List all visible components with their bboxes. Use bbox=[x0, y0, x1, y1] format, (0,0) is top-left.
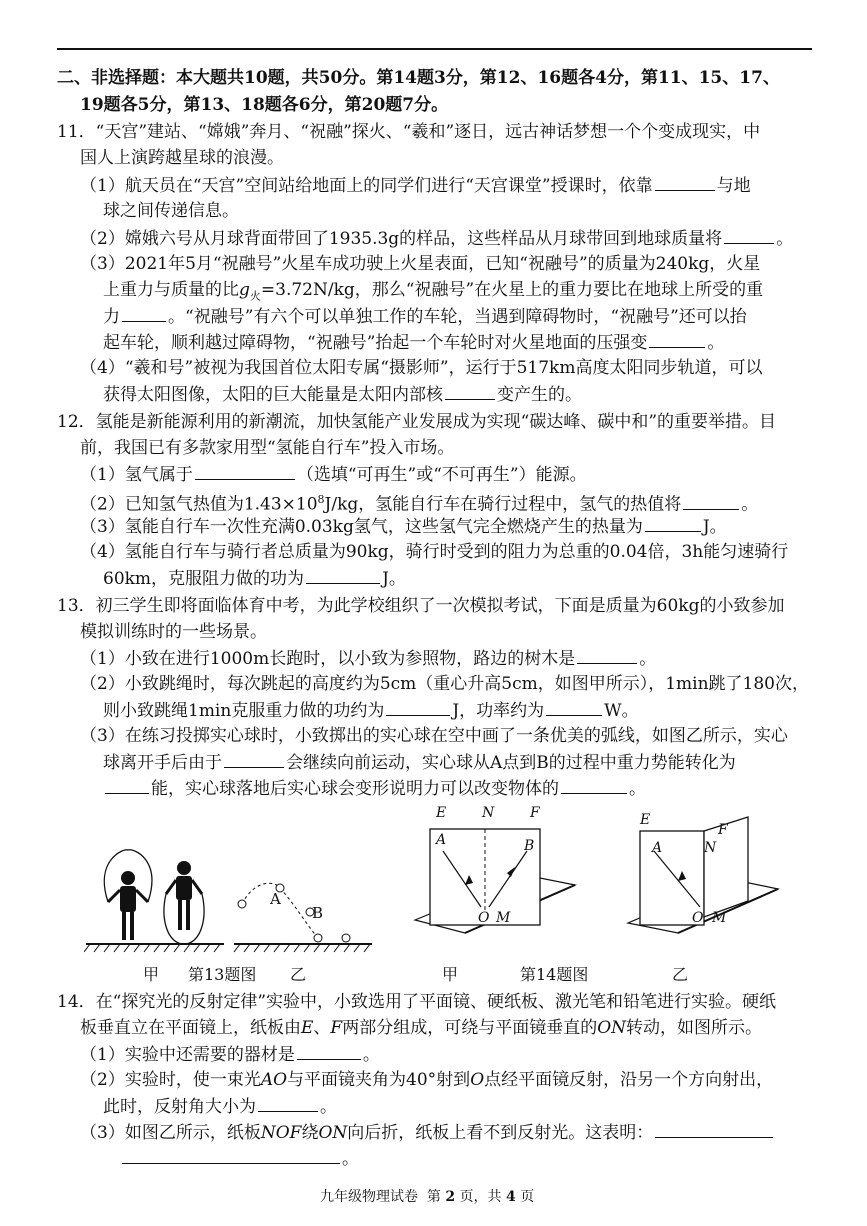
q11-stem-line1: 11．“天宫”建站、“嫦娥”奔月、“祝融”探火、“羲和”逐日，远古神话梦想一个个变成现实，中 bbox=[57, 122, 761, 142]
q12-stem-line1: 12．氢能是新能源利用的新潮流，加快氢能产业发展成为实现“碳达峰、碳中和”的重要举措。目 bbox=[57, 412, 777, 432]
q12-part1: （1）氢气属于 （选填“可再生”或“不可再生”）能源。 bbox=[80, 462, 587, 487]
page-footer: 九年级物理试卷 第 2 页，共 4 页 bbox=[320, 1189, 535, 1205]
q13-part3-blank2[interactable] bbox=[105, 776, 149, 794]
fig14-label-yi: 乙 bbox=[672, 965, 689, 984]
q14-part1: （1）实验中还需要的器材是 。 bbox=[80, 1042, 380, 1067]
q13-part1: （1）小致在进行1000m长跑时，以小致为参照物，路边的树木是 。 bbox=[80, 646, 656, 671]
q12-part4-line2: 60km，克服阻力做的功为 J。 bbox=[103, 566, 406, 591]
q14-part3-line2: 。 bbox=[120, 1146, 359, 1171]
fig13-point-b: B bbox=[312, 904, 324, 922]
q11-part2-blank[interactable] bbox=[724, 226, 774, 244]
q11-part1-line2: 球之间传递信息。 bbox=[103, 201, 239, 221]
q13-part2-line1: （2）小致跳绳时，每次跳起的高度约为5cm（重心升高5cm，如图甲所示），1min跳了180次， bbox=[80, 674, 809, 694]
fig14-jia-A: A bbox=[436, 832, 447, 848]
q12-part2-blank[interactable] bbox=[683, 492, 739, 510]
q11-part2: （2）嫦娥六号从月球背面带回了1935.3g的样品，这些样品从月球带回到地球质量将 。 bbox=[80, 226, 793, 251]
figure-14-jia bbox=[395, 815, 580, 955]
q14-part2-blank[interactable] bbox=[258, 1094, 318, 1112]
fig14-jia-O: O bbox=[478, 910, 490, 926]
q14-part1-blank[interactable] bbox=[297, 1042, 361, 1060]
fig14-yi-F: F bbox=[718, 822, 728, 838]
q11-part3-line3: 力 。“祝融号”有六个可以单独工作的车轮，当遇到障碍物时，“祝融号”还可以抬 bbox=[103, 304, 747, 329]
q11-part3-blank1[interactable] bbox=[122, 304, 166, 322]
q11-part4-blank[interactable] bbox=[445, 382, 495, 400]
fig14-label-jia: 甲 bbox=[442, 965, 459, 984]
q14-part3-line1: （3）如图乙所示，纸板NOF绕ON向后折，纸板上看不到反射光。这表明： bbox=[80, 1120, 775, 1145]
q13-part3-line3: 能，实心球落地后实心球会变形说明力可以改变物体的 。 bbox=[103, 776, 646, 801]
q12-part3: （3）氢能自行车一次性充满0.03kg氢气，这些氢气完全燃烧产生的热量为 J。 bbox=[80, 514, 727, 539]
fig14-yi-A: A bbox=[652, 840, 663, 856]
q11-part3-line4: 起车轮，顺利越过障碍物，“祝融号”抬起一个车轮时对火星地面的压强变 。 bbox=[103, 330, 724, 355]
jumper-figure-1 bbox=[104, 850, 152, 940]
q13-part2-blank2[interactable] bbox=[546, 698, 602, 716]
ball-trajectory bbox=[238, 883, 350, 942]
q14-part2-line1: （2）实验时，使一束光AO与平面镜夹角为40°射到O点经平面镜反射，沿另一个方向射出， bbox=[80, 1070, 774, 1090]
q12-part4-blank[interactable] bbox=[306, 566, 380, 584]
fig14-yi-O: O bbox=[692, 910, 704, 926]
section-heading-line2: 19题各5分，第13、18题各6分，第20题7分。 bbox=[80, 95, 449, 115]
q12-part2: （2）已知氢气热值为$1.43\times 10^8J/kg$，氢能自行车在骑行过程中，氢气的热值将 。 bbox=[80, 493, 759, 515]
q11-part3-blank2[interactable] bbox=[649, 330, 705, 348]
figure-13-illustration bbox=[84, 840, 384, 960]
footer-total-pages: 4 bbox=[506, 1189, 516, 1205]
top-rule bbox=[57, 48, 812, 50]
q14-part3-blank2[interactable] bbox=[122, 1146, 340, 1164]
q13-part1-blank[interactable] bbox=[577, 646, 637, 664]
jumper-figure-2 bbox=[164, 861, 204, 944]
q12-part3-blank[interactable] bbox=[645, 514, 701, 532]
q13-part3-blank1[interactable] bbox=[224, 750, 284, 768]
fig14-yi-M: M bbox=[712, 910, 727, 926]
q11-stem-line2: 国人上演跨越星球的浪漫。 bbox=[80, 148, 284, 168]
fig14-jia-M: M bbox=[496, 910, 511, 926]
fig14-jia-N: N bbox=[482, 805, 495, 821]
fig14-jia-F: F bbox=[530, 805, 540, 821]
q13-part2-blank1[interactable] bbox=[386, 698, 450, 716]
q14-part3-blank1[interactable] bbox=[655, 1120, 773, 1138]
q11-part3-line1: （3）2021年5月“祝融号”火星车成功驶上火星表面，已知“祝融号”的质量为240kg，火星 bbox=[80, 254, 761, 274]
q13-part3-line2: 球离开手后由于 会继续向前运动，实心球从A点到B的过程中重力势能转化为 bbox=[103, 750, 736, 775]
fig13-label-jia: 甲 bbox=[143, 965, 160, 984]
q13-part2-line2: 则小致跳绳1min克服重力做的功约为 J，功率约为 W。 bbox=[103, 698, 639, 723]
fig14-jia-B: B bbox=[524, 838, 535, 854]
fig13-label-yi: 乙 bbox=[290, 965, 307, 984]
q11-part3-line2: 上重力与质量的比$g_火=3.72N/kg$，那么“祝融号”在火星上的重力要比在地球上所受的重 bbox=[103, 280, 764, 303]
q13-part3-blank3[interactable] bbox=[561, 776, 627, 794]
q11-part1-line1: （1）航天员在“天宫”空间站给地面上的同学们进行“天宫课堂”授课时，依靠 与地 bbox=[80, 173, 751, 198]
q12-part1-blank[interactable] bbox=[195, 462, 295, 480]
fig14-yi-N: N bbox=[704, 840, 717, 856]
section-heading-line1: 二、非选择题：本大题共10题，共50分。第14题3分，第12、16题各4分，第11、15、17、 bbox=[57, 68, 780, 88]
q13-stem-line1: 13．初三学生即将面临体育中考，为此学校组织了一次模拟考试，下面是质量为60kg的小致参加 bbox=[57, 596, 785, 616]
fig14-jia-E: E bbox=[436, 805, 447, 821]
fig14-caption: 第14题图 bbox=[520, 965, 589, 984]
q13-stem-line2: 模拟训练时的一些场景。 bbox=[80, 622, 267, 642]
q13-part3-line1: （3）在练习投掷实心球时，小致掷出的实心球在空中画了一条优美的弧线，如图乙所示，实心 bbox=[80, 726, 788, 746]
q11-part4-line1: （4）“羲和号”被视为我国首位太阳专属“摄影师”，运行于517km高度太阳同步轨道，可以 bbox=[80, 358, 763, 378]
q14-stem-line1: 14．在“探究光的反射定律”实验中，小致选用了平面镜、硬纸板、激光笔和铅笔进行实验。硬纸 bbox=[57, 992, 777, 1012]
q11-part1-blank[interactable] bbox=[655, 173, 715, 191]
q11-part4-line2: 获得太阳图像，太阳的巨大能量是太阳内部核 变产生的。 bbox=[103, 382, 582, 407]
fig13-point-a: A bbox=[270, 890, 281, 908]
fig13-caption: 第13题图 bbox=[188, 965, 257, 984]
q12-part4-line1: （4）氢能自行车与骑行者总质量为90kg，骑行时受到的阻力为总重的0.04倍，3h能匀速骑行 bbox=[80, 542, 789, 562]
q14-stem-line2: 板垂直立在平面镜上，纸板由E、F两部分组成，可绕与平面镜垂直的ON转动，如图所示。 bbox=[80, 1018, 763, 1038]
q14-part2-line2: 此时，反射角大小为 。 bbox=[103, 1094, 337, 1119]
footer-page-number: 2 bbox=[445, 1189, 456, 1205]
q12-stem-line2: 前，我国已有多款家用型“氢能自行车”投入市场。 bbox=[80, 438, 455, 458]
figure-14-yi bbox=[620, 815, 780, 955]
fig14-yi-E: E bbox=[640, 812, 651, 828]
